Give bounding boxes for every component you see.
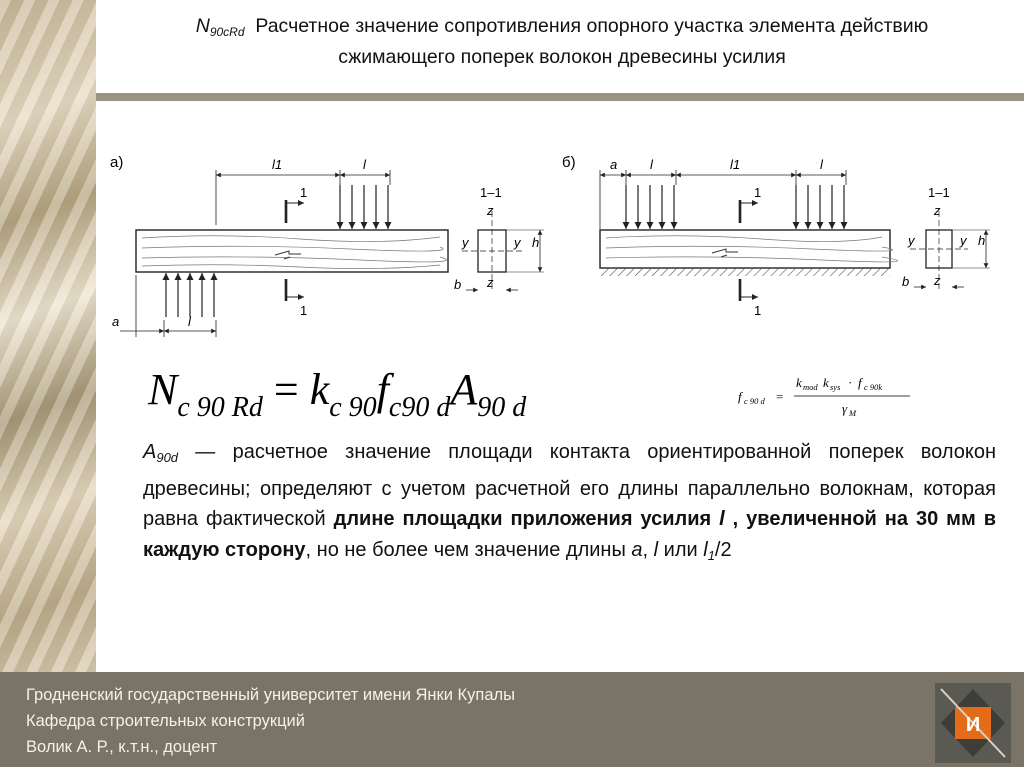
- small-formula-lhs: f: [738, 389, 742, 404]
- formula-f: f: [376, 365, 389, 414]
- definition-a: a: [631, 538, 643, 561]
- dim-b-b: b: [902, 274, 910, 289]
- cut-mark-b-bottom: 1: [754, 303, 762, 318]
- dim-l1-b: l1: [730, 157, 741, 172]
- definition-bold-2: , увеличенной на 30 мм в каждую сторону: [143, 508, 997, 561]
- axis-y-b-left: y: [908, 233, 915, 248]
- axis-y-b-right: y: [960, 233, 967, 248]
- cut-mark-a-top: 1: [300, 185, 308, 200]
- top-load-arrows-a: [340, 185, 388, 229]
- definition-symbol-subscript: 90d: [156, 450, 179, 465]
- main-formula: [148, 364, 526, 424]
- axis-z-a-bottom: z: [487, 275, 494, 290]
- diagram-a-label: а): [110, 154, 124, 171]
- diagram-b: [562, 154, 990, 318]
- title-divider: [96, 93, 1024, 101]
- title-line-1: [100, 14, 1024, 45]
- ground-hatch-b: [600, 268, 890, 276]
- small-formula: [738, 372, 928, 422]
- section-title-b: 1–1: [928, 185, 950, 200]
- dim-b-a: b: [454, 277, 462, 292]
- definition-comma: ,: [642, 538, 654, 561]
- dim-l1-a: l1: [272, 157, 283, 172]
- bottom-support-arrows-a: [166, 273, 214, 317]
- small-formula-k2-subscript: sys: [830, 382, 841, 392]
- formula-k: k: [309, 365, 330, 414]
- small-formula-dot: ·: [848, 375, 853, 390]
- logo-letter: И: [965, 714, 981, 736]
- definition-paragraph: [143, 437, 996, 571]
- small-formula-k2: k: [823, 375, 829, 390]
- beam-b: [600, 230, 890, 268]
- formula-lhs: N: [148, 365, 178, 414]
- formula-equals: =: [273, 365, 299, 414]
- dim-h-b: h: [978, 233, 986, 248]
- dim-l-a-bottom: l: [188, 314, 191, 329]
- cut-mark-a-bottom: 1: [300, 303, 308, 318]
- definition-or: или: [658, 538, 704, 561]
- small-formula-k1-subscript: mod: [803, 382, 818, 392]
- dim-l-b-left: l: [650, 157, 653, 172]
- small-formula-denominator-subscript: M: [849, 408, 857, 418]
- title-symbol: N: [195, 15, 210, 37]
- footer-university: Гродненский государственный университет имени Янки Купалы: [26, 686, 516, 704]
- small-formula-f-subscript: c 90k: [864, 382, 883, 392]
- axis-z-b-top: z: [934, 203, 941, 218]
- dim-h-a: h: [532, 235, 540, 250]
- definition-text-1: — расчетное значение площади контакта ориентированной поперек волокон древесины; определяют с учетом расчетной его длины параллельно волокнам, которая равна фактической: [143, 441, 996, 530]
- formula-f-subscript: c90 d: [388, 392, 451, 423]
- formula-lhs-subscript: c 90 Rd: [177, 392, 263, 423]
- axis-z-a-top: z: [487, 203, 494, 218]
- dim-l-b-right: l: [820, 157, 823, 172]
- decorative-wood-panel: [0, 0, 96, 672]
- title-text-1: Расчетное значение сопротивления опорного участка элемента действию: [255, 15, 929, 37]
- footer: [0, 672, 1024, 767]
- definition-tail: /2: [714, 538, 732, 561]
- footer-author: Волик А. Р., к.т.н., доцент: [26, 738, 218, 756]
- definition-l1-subscript: 1: [707, 547, 715, 563]
- dim-l-a-top: l: [363, 157, 366, 172]
- dim-a-a: a: [112, 314, 120, 329]
- university-logo: [935, 683, 1011, 763]
- formula-a-subscript: 90 d: [477, 392, 527, 423]
- section-title-a: 1–1: [480, 185, 502, 200]
- axis-y-a-left: y: [462, 235, 469, 250]
- small-formula-lhs-subscript: c 90 d: [744, 396, 765, 406]
- axis-y-a-right: y: [514, 235, 521, 250]
- left-load-arrows-b: [626, 185, 674, 229]
- formula-k-subscript: c 90: [329, 392, 377, 423]
- small-formula-denominator: γ: [842, 401, 848, 416]
- slide-title: [100, 14, 1024, 70]
- title-text-2: сжимающего поперек волокон древесины усилия: [338, 46, 786, 68]
- definition-bold-1: длине площадки приложения усилия: [333, 508, 720, 530]
- footer-department: Кафедра строительных конструкций: [26, 712, 305, 730]
- definition-text-2: , но не более чем значение длины: [305, 538, 632, 561]
- definition-l1: l: [703, 538, 708, 561]
- formula-a: A: [450, 365, 478, 414]
- dim-a-b: a: [610, 157, 618, 172]
- diagram-a: [110, 154, 544, 337]
- support-diagram: [100, 145, 1000, 345]
- cut-mark-b-top: 1: [754, 185, 762, 200]
- small-formula-equals: =: [776, 389, 784, 404]
- title-symbol-subscript: 90cRd: [209, 25, 245, 39]
- small-formula-k1: k: [796, 375, 802, 390]
- definition-bold-l: l: [719, 508, 725, 530]
- axis-z-b-bottom: z: [934, 273, 941, 288]
- right-load-arrows-b: [796, 185, 844, 229]
- definition-l: l: [653, 538, 659, 561]
- small-formula-f: f: [858, 375, 862, 390]
- definition-symbol: A: [143, 441, 157, 463]
- diagram-b-label: б): [562, 154, 576, 171]
